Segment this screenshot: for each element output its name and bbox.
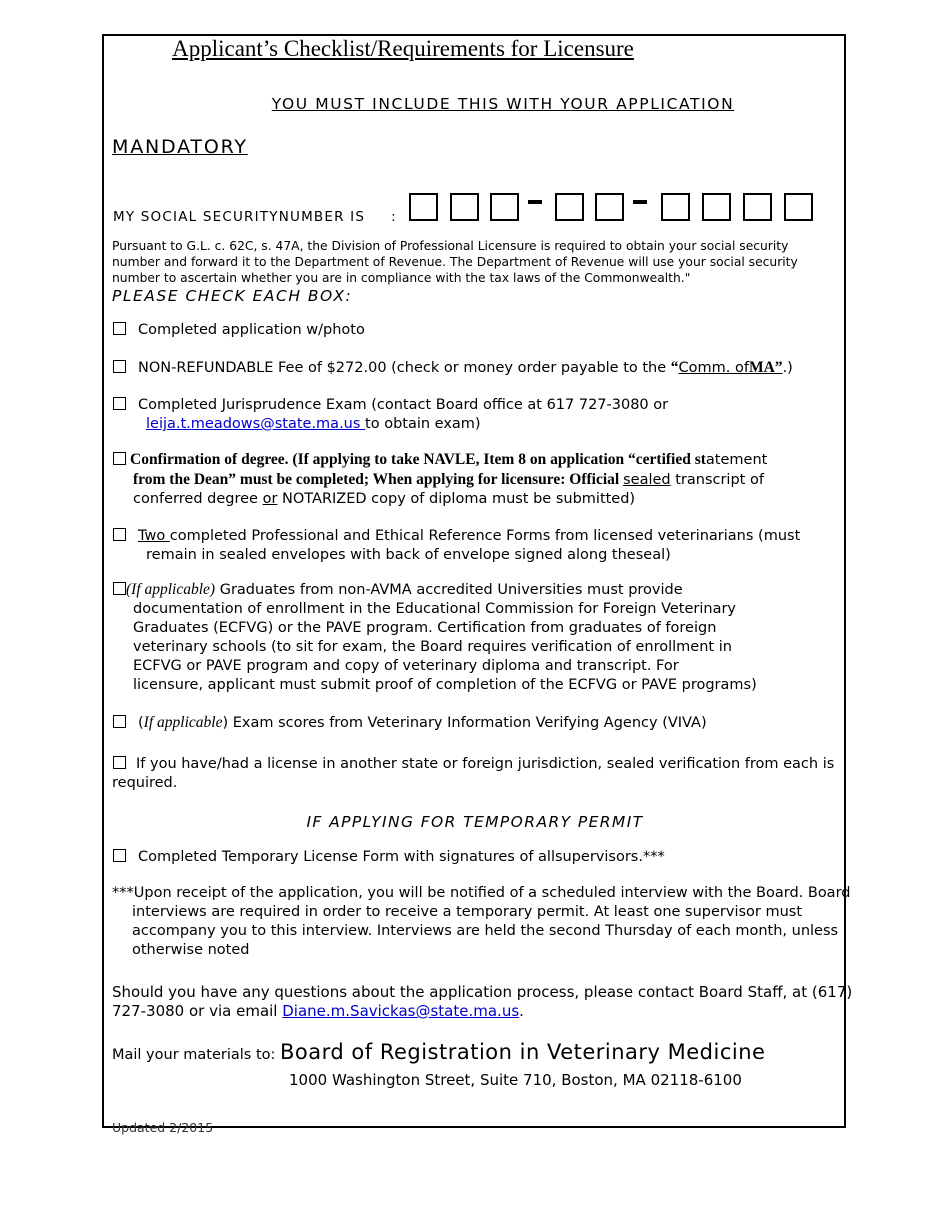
mail-label: Mail your materials to: (112, 1047, 276, 1063)
ssn-digit-box[interactable] (784, 193, 813, 221)
item-text-line: ECFVG or PAVE program and copy of veterinary diploma and transcript. For (133, 658, 679, 674)
check-each-heading-colon: : (345, 287, 353, 305)
checkbox[interactable] (113, 582, 126, 595)
checkbox[interactable] (113, 528, 126, 541)
or-word: or (262, 491, 278, 507)
note-line: otherwise noted (132, 942, 250, 958)
ssn-digit-box[interactable] (555, 193, 584, 221)
checklist-item-jurisprudence (113, 396, 668, 434)
quote-open: “ (670, 359, 679, 376)
note-line: accompany you to this interview. Interviews are held the second Thursday of each month, unless (132, 923, 839, 939)
checklist-item-viva (113, 713, 707, 733)
temporary-permit-heading: IF APPLYING FOR TEMPORARY PERMIT (306, 813, 644, 831)
ssn-digit-box[interactable] (409, 193, 438, 221)
checklist-item-other-license (112, 755, 834, 793)
item-text: NON-REFUNDABLE Fee of $272.00 (check or money order payable to the (138, 360, 671, 376)
item-text: Completed Jurisprudence Exam (contact Board office at 617 727-3080 or (138, 397, 669, 413)
item-text: Completed Temporary License Form with signatures of allsupervisors.*** (138, 849, 665, 865)
checklist-item-fee (113, 358, 793, 378)
item-text-line2 (113, 470, 767, 490)
checklist-item-references (113, 527, 800, 565)
ssn-digit-box[interactable] (702, 193, 731, 221)
sealed-word: sealed (623, 472, 671, 488)
item-text: ) Exam scores from Veterinary Information Verifying Agency (VIVA) (222, 715, 707, 731)
check-each-heading-text: PLEASE CHECK EACH BOX (112, 287, 346, 305)
item-text: Graduates from non-AVMA accredited Universities must provide (215, 582, 683, 598)
checkbox[interactable] (113, 452, 126, 465)
ssn-dash (633, 200, 647, 204)
item-text-line2 (113, 415, 668, 434)
checklist-item-degree (113, 450, 767, 509)
ssn-digit-box[interactable] (490, 193, 519, 221)
paren-open: ( (138, 715, 144, 731)
item-text: NOTARIZED copy of diploma must be submitted) (277, 491, 636, 507)
contact-text-end: . (519, 1002, 524, 1020)
ssn-disclosure-text: Pursuant to G.L. c. 62C, s. 47A, the Division of Professional Licensure is required to obtain your social security number and forward it to the Department of Revenue. The Department of Revenue will use your social security number to ascertain whether you are in compliance with the tax laws of the Commonwealth." (112, 239, 798, 285)
item-text-end: .) (782, 360, 793, 376)
item-text: Completed application w/photo (138, 322, 365, 338)
item-text-line3 (113, 490, 767, 509)
contact-line2 (112, 1002, 852, 1021)
item-text-line2: required. (112, 775, 178, 791)
updated-date: Updated 2/2015 (112, 1120, 214, 1135)
item-text: conferred degree (133, 491, 263, 507)
item-text: transcript of (670, 472, 764, 488)
board-address: 1000 Washington Street, Suite 710, Boston, MA 02118-6100 (289, 1071, 742, 1089)
item-text-line: Graduates (ECFVG) or the PAVE program. Certification from graduates of foreign (133, 620, 717, 636)
ssn-label (113, 209, 397, 225)
checkbox[interactable] (113, 715, 126, 728)
item-text: atement (705, 452, 768, 468)
mandatory-heading: MANDATORY (112, 136, 248, 158)
checkbox[interactable] (113, 397, 126, 410)
ssn-dash (528, 200, 542, 204)
checklist-item-foreign-graduates (113, 580, 757, 695)
payee-comm: Comm. of (678, 360, 749, 376)
if-applicable: (If applicable) (126, 581, 216, 598)
board-name: Board of Registration in Veterinary Medicine (280, 1040, 766, 1064)
note-line: interviews are required in order to receive a temporary permit. At least one supervisor must (132, 904, 803, 920)
ssn-label-text: MY SOCIAL SECURITYNUMBER IS (113, 209, 366, 225)
item-text-bold: Confirmation of degree. (If applying to take NAVLE, Item 8 on application “certified st (130, 451, 706, 468)
item-text: If you have/had a license in another state or foreign jurisdiction, sealed verification from each is (136, 756, 835, 772)
checkbox[interactable] (113, 322, 126, 335)
item-text-line2: remain in sealed envelopes with back of envelope signed along theseal) (146, 547, 671, 563)
ssn-colon: : (391, 209, 397, 225)
interview-note (112, 884, 850, 960)
ssn-digit-box[interactable] (743, 193, 772, 221)
checkbox[interactable] (113, 756, 126, 769)
contact-email-link[interactable]: Diane.m.Savickas@state.ma.us (282, 1002, 520, 1020)
payee-ma: MA” (748, 359, 783, 376)
page-title: Applicant’s Checklist/Requirements for Licensure (172, 36, 634, 61)
contact-text: 727-3080 or via email (112, 1002, 283, 1020)
checkbox[interactable] (113, 360, 126, 373)
mail-to (112, 1040, 765, 1064)
item-text-line: documentation of enrollment in the Educational Commission for Foreign Veterinary (133, 601, 737, 617)
item-text-line: veterinary schools (to sit for exam, the Board requires verification of enrollment in (133, 639, 732, 655)
contact-paragraph (112, 983, 852, 1021)
jurisprudence-email-link[interactable]: leija.t.meadows@state.ma.us (146, 416, 366, 432)
checklist-item-application (113, 321, 365, 340)
check-each-heading (112, 287, 352, 305)
must-include-notice: YOU MUST INCLUDE THIS WITH YOUR APPLICATION (271, 95, 735, 113)
ssn-digit-box[interactable] (595, 193, 624, 221)
note-line: ***Upon receipt of the application, you will be notified of a scheduled interview with the Board. Board (112, 885, 851, 901)
ssn-digit-box[interactable] (450, 193, 479, 221)
checkbox[interactable] (113, 849, 126, 862)
two-word: Two (138, 528, 170, 544)
item-text-line: licensure, applicant must submit proof of completion of the ECFVG or PAVE programs) (133, 677, 757, 693)
item-text-bold: from the Dean” must be completed; When applying for licensure: Official (133, 471, 624, 488)
item-text: to obtain exam) (365, 416, 481, 432)
checklist-item-temporary-license (113, 848, 665, 867)
contact-line: Should you have any questions about the application process, please contact Board Staff, at (617) (112, 983, 853, 1001)
item-text: completed Professional and Ethical Reference Forms from licensed veterinarians (must (169, 528, 801, 544)
ssn-digit-box[interactable] (661, 193, 690, 221)
if-applicable: If applicable (143, 714, 223, 731)
